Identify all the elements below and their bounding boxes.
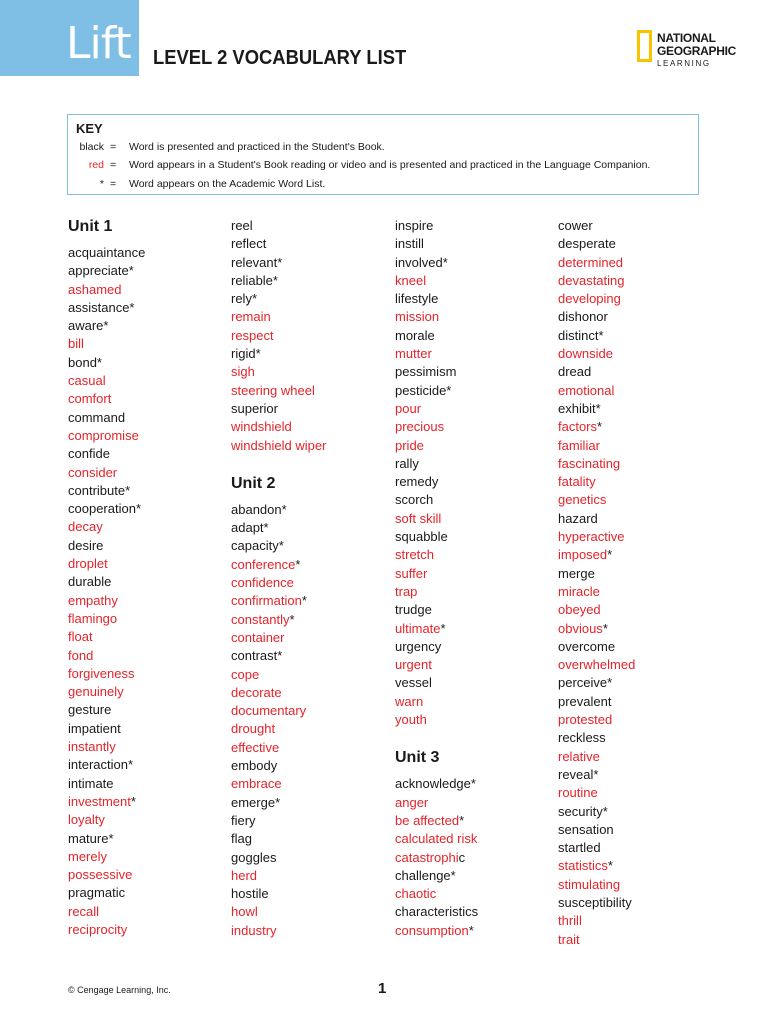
vocab-word: relative (558, 748, 600, 764)
vocab-word: forgiveness (68, 665, 135, 681)
key-description: Word appears on the Academic Word List. (129, 178, 326, 190)
vocab-word: emotional (558, 382, 615, 398)
vocab-word: overcome (558, 638, 616, 654)
vocab-word: characteristics (395, 904, 479, 920)
vocab-word: thrill (558, 913, 582, 929)
key-symbol: black (79, 141, 104, 153)
vocab-word: impatient (68, 720, 121, 736)
vocab-word: reveal* (558, 766, 599, 782)
vocab-word: suffer (395, 565, 428, 581)
vocab-word: stimulating (558, 876, 621, 892)
key-description: Word appears in a Student's Book reading or video and is presented and practiced in the Language Companion. (129, 159, 651, 171)
vocab-column-3 (395, 217, 555, 940)
copyright-text: © Cengage Learning, Inc. (68, 985, 171, 995)
vocab-word: remedy (395, 474, 439, 490)
unit-heading: Unit 1 (68, 218, 113, 235)
vocab-word: mission (395, 309, 440, 325)
key-symbol: * (99, 178, 104, 190)
vocab-word: investment* (68, 793, 136, 809)
key-title: KEY (76, 121, 103, 136)
vocab-word: embrace (231, 776, 282, 792)
vocab-word: stretch (395, 547, 435, 563)
vocab-word: trudge (395, 602, 432, 618)
vocab-word: merge (558, 565, 595, 581)
vocab-word: hyperactive (558, 529, 625, 545)
vocab-word: possessive (68, 867, 133, 883)
vocab-word: inspire (395, 218, 434, 233)
vocab-word: intimate (68, 775, 114, 791)
vocab-word: perceive* (558, 675, 613, 691)
vocab-word: comfort (68, 391, 112, 407)
vocab-word: squabble (395, 529, 448, 545)
vocab-word: anger (395, 794, 429, 810)
vocab-word: remain (231, 309, 271, 325)
vocab-word: be affected* (395, 812, 465, 828)
vocab-word: bill (68, 336, 84, 352)
vocab-word: desire (68, 537, 104, 553)
vocab-word: scorch (395, 492, 434, 508)
vocab-word: pesticide* (395, 382, 452, 398)
vocab-word: routine (558, 785, 598, 801)
vocab-word: challenge* (395, 867, 456, 883)
vocab-word: container (231, 629, 285, 645)
vocab-word: fatality (558, 474, 596, 490)
vocab-word: loyalty (68, 812, 105, 828)
vocab-word: kneel (395, 272, 427, 288)
vocab-word: float (68, 629, 93, 645)
vocab-word: goggles (231, 849, 277, 865)
vocab-word: pour (395, 400, 422, 416)
vocab-word: dread (558, 364, 592, 380)
vocab-word: constantly* (231, 611, 295, 627)
vocab-column-1 (68, 216, 228, 939)
page-number: 1 (378, 980, 387, 997)
vocab-word: cooperation* (68, 501, 141, 517)
vocab-column-4 (558, 217, 718, 949)
vocab-word: reliable* (231, 272, 278, 288)
vocab-word: conference* (231, 556, 301, 572)
unit-heading: Unit 3 (395, 749, 440, 767)
key-equals: = (110, 159, 117, 171)
vocab-word: downside (558, 346, 613, 362)
vocab-word: effective (231, 739, 280, 755)
vocab-word: cope (231, 666, 260, 682)
vocab-word: contribute* (68, 482, 131, 498)
vocab-word: appreciate* (68, 263, 134, 279)
vocab-word: empathy (68, 592, 118, 608)
vocab-word: precious (395, 419, 445, 435)
vocab-word: obeyed (558, 602, 601, 618)
vocab-word: warn (395, 693, 424, 709)
vocab-word: lifestyle (395, 291, 439, 307)
vocab-word: ashamed (68, 281, 122, 297)
vocab-word: relevant* (231, 254, 283, 270)
yellow-border-icon (637, 30, 652, 62)
vocab-word: fascinating (558, 455, 621, 471)
vocab-word: hostile (231, 886, 269, 902)
vocab-word: prevalent (558, 693, 612, 709)
vocab-word: devastating (558, 272, 625, 288)
vocab-word: sigh (231, 364, 255, 380)
vocab-word: rely* (231, 291, 258, 307)
vocab-word: dishonor (558, 309, 608, 325)
vocab-word: ultimate* (395, 620, 446, 636)
vocab-word: decorate (231, 684, 282, 700)
vocab-word: confidence (231, 575, 294, 591)
vocab-word: overwhelmed (558, 657, 636, 673)
vocab-word: consumption* (395, 922, 474, 938)
vocab-word: steering wheel (231, 382, 315, 398)
vocab-word: chaotic (395, 886, 437, 902)
vocab-word: determined (558, 254, 624, 270)
vocab-word: durable (68, 574, 112, 590)
vocab-word: instantly (68, 739, 116, 755)
vocab-word: casual (68, 373, 106, 389)
vocab-word: flag (231, 831, 252, 847)
vocab-word: obvious* (558, 620, 608, 636)
vocab-word: drought (231, 721, 276, 737)
vocab-word: rally (395, 455, 419, 471)
vocab-word: command (68, 409, 126, 425)
vocab-word: genuinely (68, 684, 124, 700)
vocab-word: startled (558, 840, 601, 856)
vocab-word: gesture (68, 702, 112, 718)
vocab-word: urgency (395, 638, 442, 654)
vocab-word: interaction* (68, 757, 134, 773)
vocab-word: factors* (558, 419, 603, 435)
vocab-word: genetics (558, 492, 607, 508)
vocab-word: abandon* (231, 501, 287, 517)
vocab-word: soft skill (395, 510, 442, 526)
vocab-word: trap (395, 583, 418, 599)
vocab-word: confirmation* (231, 593, 307, 609)
vocab-word: pride (395, 437, 424, 453)
vocab-word: miracle (558, 583, 600, 599)
vocab-word: merely (68, 848, 108, 864)
vocab-word: howl (231, 904, 258, 920)
vocab-word: security* (558, 803, 608, 819)
lift-brand-tab (0, 0, 139, 76)
vocab-word: reciprocity (68, 921, 128, 937)
key-equals: = (110, 178, 117, 190)
vocab-word: fond (68, 647, 94, 663)
vocab-word: trait (558, 931, 580, 947)
vocab-word: morale (395, 327, 435, 343)
national-geographic-logo (637, 30, 737, 70)
vocab-word: susceptibility (558, 894, 632, 910)
vocab-word: acquaintance (68, 245, 146, 260)
vocab-word: involved* (395, 254, 448, 270)
vocab-word: cower (558, 218, 593, 233)
vocab-word: consider (68, 464, 118, 480)
vocab-word: desperate (558, 236, 616, 252)
vocab-word: bond* (68, 354, 102, 370)
vocab-word: rigid* (231, 346, 261, 362)
vocab-word: fiery (231, 812, 256, 828)
vocab-word: urgent (395, 657, 432, 673)
vocab-word: reckless (558, 730, 606, 746)
vocab-word: acknowledge* (395, 776, 476, 792)
vocab-word: capacity* (231, 538, 284, 554)
vocab-word: adapt* (231, 520, 269, 536)
vocab-word: youth (395, 712, 427, 728)
logo-line-3: LEARNING (657, 59, 711, 68)
vocab-word: herd (231, 867, 258, 883)
vocab-word: recall (68, 903, 100, 919)
vocab-word: industry (231, 922, 277, 938)
vocab-word: assistance* (68, 299, 135, 315)
unit-heading: Unit 2 (231, 474, 276, 492)
vocab-word: catastrophic (395, 849, 466, 865)
logo-line-1: NATIONAL (657, 31, 716, 45)
vocab-word: exhibit* (558, 400, 601, 416)
vocab-word: developing (558, 291, 621, 307)
vocab-word: calculated risk (395, 831, 478, 847)
vocab-word: decay (68, 519, 103, 535)
vocab-word: protested (558, 712, 613, 728)
vocab-word: windshield wiper (231, 437, 327, 453)
vocab-word: familiar (558, 437, 600, 453)
vocab-word: mature* (68, 830, 114, 846)
vocab-word: sensation (558, 821, 614, 837)
vocab-word: aware* (68, 318, 109, 334)
vocab-word: distinct* (558, 327, 604, 343)
vocab-word: flamingo (68, 610, 118, 626)
vocab-word: emerge* (231, 794, 281, 810)
key-equals: = (110, 141, 117, 153)
vocab-word: windshield (231, 419, 292, 435)
vocab-word: confide (68, 446, 110, 462)
key-symbol: red (88, 159, 104, 171)
vocab-column-2 (231, 217, 391, 940)
vocab-word: embody (231, 758, 278, 774)
vocab-word: documentary (231, 703, 307, 719)
page-title: LEVEL 2 VOCABULARY LIST (153, 47, 407, 69)
vocab-word: pragmatic (68, 885, 126, 901)
vocab-word: reel (231, 218, 253, 233)
vocab-word: reflect (231, 236, 267, 252)
key-description: Word is presented and practiced in the Student's Book. (129, 141, 385, 153)
vocab-word: compromise (68, 427, 139, 443)
vocab-word: pessimism (395, 364, 457, 380)
vocab-word: contrast* (231, 648, 283, 664)
lift-brand-text: Lift (66, 18, 131, 69)
vocab-word: instill (395, 236, 424, 252)
key-box (67, 114, 699, 195)
vocab-word: statistics* (558, 858, 613, 874)
vocab-word: mutter (395, 346, 432, 362)
vocab-word: superior (231, 400, 278, 416)
vocab-word: imposed* (558, 547, 613, 563)
vocab-word: vessel (395, 675, 432, 691)
vocab-word: hazard (558, 510, 598, 526)
logo-line-2: GEOGRAPHIC (657, 44, 737, 58)
vocab-word: droplet (68, 556, 108, 572)
vocab-word: respect (231, 327, 274, 343)
